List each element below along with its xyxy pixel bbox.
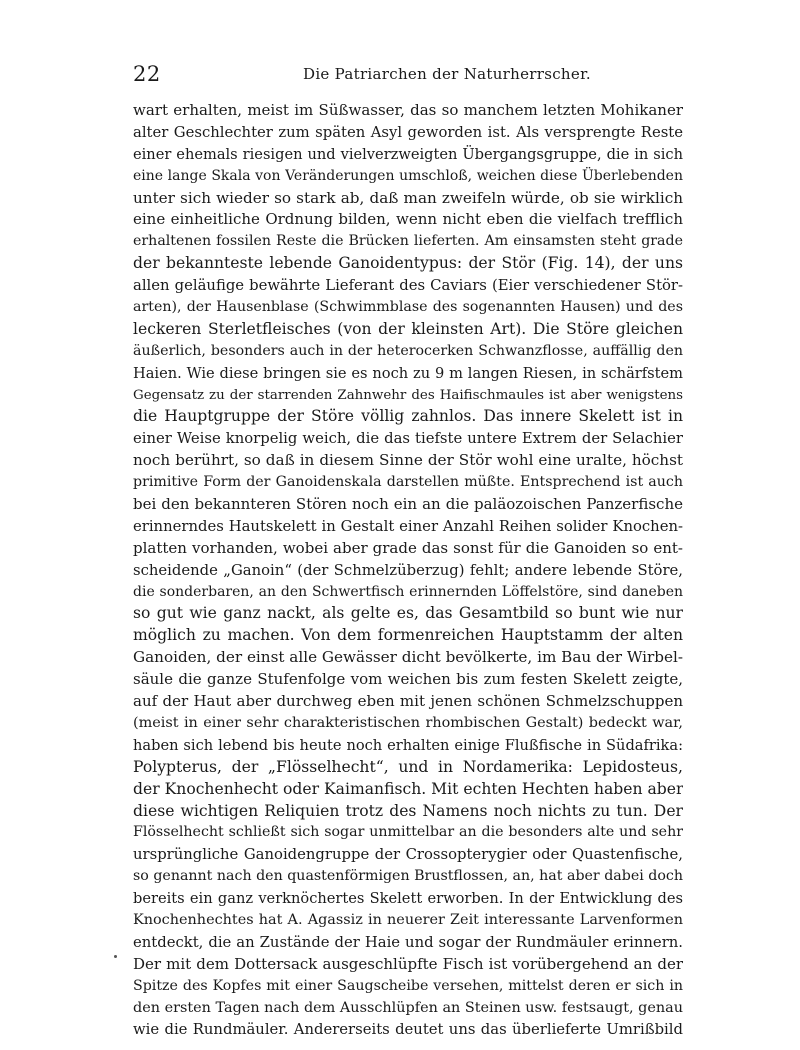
text-line: der bekannteste lebende Ganoidentypus: der Stör (Fig. 14), der uns bbox=[133, 254, 683, 273]
text-line: Ganoiden, der einst alle Gewässer dicht bevölkerte, im Bau der Wirbel- bbox=[133, 648, 683, 667]
text-line: einer Weise knorpelig weich, die das tiefste untere Extrem der Selachier bbox=[133, 430, 683, 448]
text-line: diese wichtigen Reliquien trotz des Namens noch nichts zu tun. Der bbox=[133, 801, 683, 820]
text-line: bereits ein ganz verknöchertes Skelett erworben. In der Entwicklung des bbox=[133, 890, 683, 908]
text-line: erinnerndes Hautskelett in Gestalt einer Anzahl Reihen solider Knochen- bbox=[133, 517, 683, 535]
text-line: (meist in einer sehr charakteristischen rhombischen Gestalt) bedeckt war, bbox=[133, 714, 683, 731]
text-line: so genannt nach den quastenförmigen Brustflossen, an, hat aber dabei doch bbox=[133, 868, 683, 885]
text-line: allen geläufige bewährte Lieferant des Caviars (Eier verschiedener Stör- bbox=[133, 277, 683, 295]
text-line: noch berührt, so daß in diesem Sinne der Stör wohl eine uralte, höchst bbox=[133, 451, 683, 470]
text-line: auf der Haut aber durchweg eben mit jenen schönen Schmelzschuppen bbox=[133, 692, 683, 711]
text-line: Der mit dem Dottersack ausgeschlüpfte Fisch ist vorübergehend an der bbox=[133, 954, 683, 973]
text-line: erhaltenen fossilen Reste die Brücken lieferten. Am einsamsten steht grade bbox=[133, 233, 683, 250]
text-line: säule die ganze Stufenfolge vom weichen bis zum festen Skelett zeigte, bbox=[133, 670, 683, 689]
text-line: wart erhalten, meist im Süßwasser, das so manchem letzten Mohikaner bbox=[133, 101, 683, 119]
text-line: wie die Rundmäuler. Andererseits deutet uns das überlieferte Umrißbild bbox=[133, 1021, 683, 1039]
text-line: arten), der Hausenblase (Schwimmblase des sogenannten Hausen) und des bbox=[133, 299, 683, 316]
text-line: Flösselhecht schließt sich sogar unmittelbar an die besonders alte und sehr bbox=[133, 824, 683, 841]
text-line: leckeren Sterletfleisches (von der kleinsten Art). Die Störe gleichen bbox=[133, 319, 683, 338]
page-number: 22 bbox=[133, 62, 161, 86]
text-line: der Knochenhecht oder Kaimanfisch. Mit echten Hechten haben aber bbox=[133, 779, 683, 798]
text-line: den ersten Tagen nach dem Ausschlüpfen an Steinen usw. festsaugt, genau bbox=[133, 999, 683, 1016]
text-line: einer ehemals riesigen und vielverzweigten Übergangsgruppe, die in sich bbox=[133, 145, 683, 163]
page-header bbox=[133, 62, 683, 90]
text-line: scheidende „Ganoin“ (der Schmelzüberzug) fehlt; andere lebende Störe, bbox=[133, 561, 683, 579]
text-line: alter Geschlechter zum späten Asyl geworden ist. Als versprengte Reste bbox=[133, 123, 683, 141]
text-line: Polypterus, der „Flösselhecht“, und in Nordamerika: Lepidosteus, bbox=[133, 757, 683, 776]
text-line: platten vorhanden, wobei aber grade das sonst für die Ganoiden so ent- bbox=[133, 538, 683, 557]
text-line: möglich zu machen. Von dem formenreichen Hauptstamm der alten bbox=[133, 626, 683, 645]
text-line: unter sich wieder so stark ab, daß man zweifeln würde, ob sie wirklich bbox=[133, 188, 683, 207]
text-line: so gut wie ganz nackt, als gelte es, das Gesamtbild so bunt wie nur bbox=[133, 604, 683, 623]
print-speck bbox=[114, 955, 117, 958]
text-line: die sonderbaren, an den Schwertfisch erinnernden Löffelstöre, sind daneben bbox=[133, 583, 683, 600]
text-line: Spitze des Kopfes mit einer Saugscheibe versehen, mittelst deren er sich in bbox=[133, 977, 683, 994]
body-text bbox=[133, 100, 683, 1041]
text-line: haben sich lebend bis heute noch erhalten einige Flußfische in Südafrika: bbox=[133, 736, 683, 754]
text-line: entdeckt, die an Zustände der Haie und sogar der Rundmäuler erinnern. bbox=[133, 933, 683, 951]
text-line: bei den bekannteren Stören noch ein an die paläozoischen Panzerfische bbox=[133, 495, 683, 514]
running-head: Die Patriarchen der Naturherrscher. bbox=[303, 65, 591, 83]
text-line: ursprüngliche Ganoidengruppe der Crossopterygier oder Quastenfische, bbox=[133, 846, 683, 864]
text-line: eine einheitliche Ordnung bilden, wenn nicht eben die vielfach trefflich bbox=[133, 210, 683, 229]
text-line: Gegensatz zu der starrenden Zahnwehr des Haifischmaules ist aber wenigstens bbox=[133, 387, 683, 403]
text-line: Haien. Wie diese bringen sie es noch zu 9 m langen Riesen, in schärfstem bbox=[133, 364, 683, 382]
text-line: äußerlich, besonders auch in der heterocerken Schwanzflosse, auffällig den bbox=[133, 342, 683, 359]
text-line: primitive Form der Ganoidenskala darstellen müßte. Entsprechend ist auch bbox=[133, 474, 683, 491]
text-line: die Hauptgruppe der Störe völlig zahnlos. Das innere Skelett ist in bbox=[133, 407, 683, 426]
text-line: Knochenhechtes hat A. Agassiz in neuerer Zeit interessante Larvenformen bbox=[133, 911, 683, 928]
text-line: eine lange Skala von Veränderungen umschloß, weichen diese Überlebenden bbox=[133, 167, 683, 184]
